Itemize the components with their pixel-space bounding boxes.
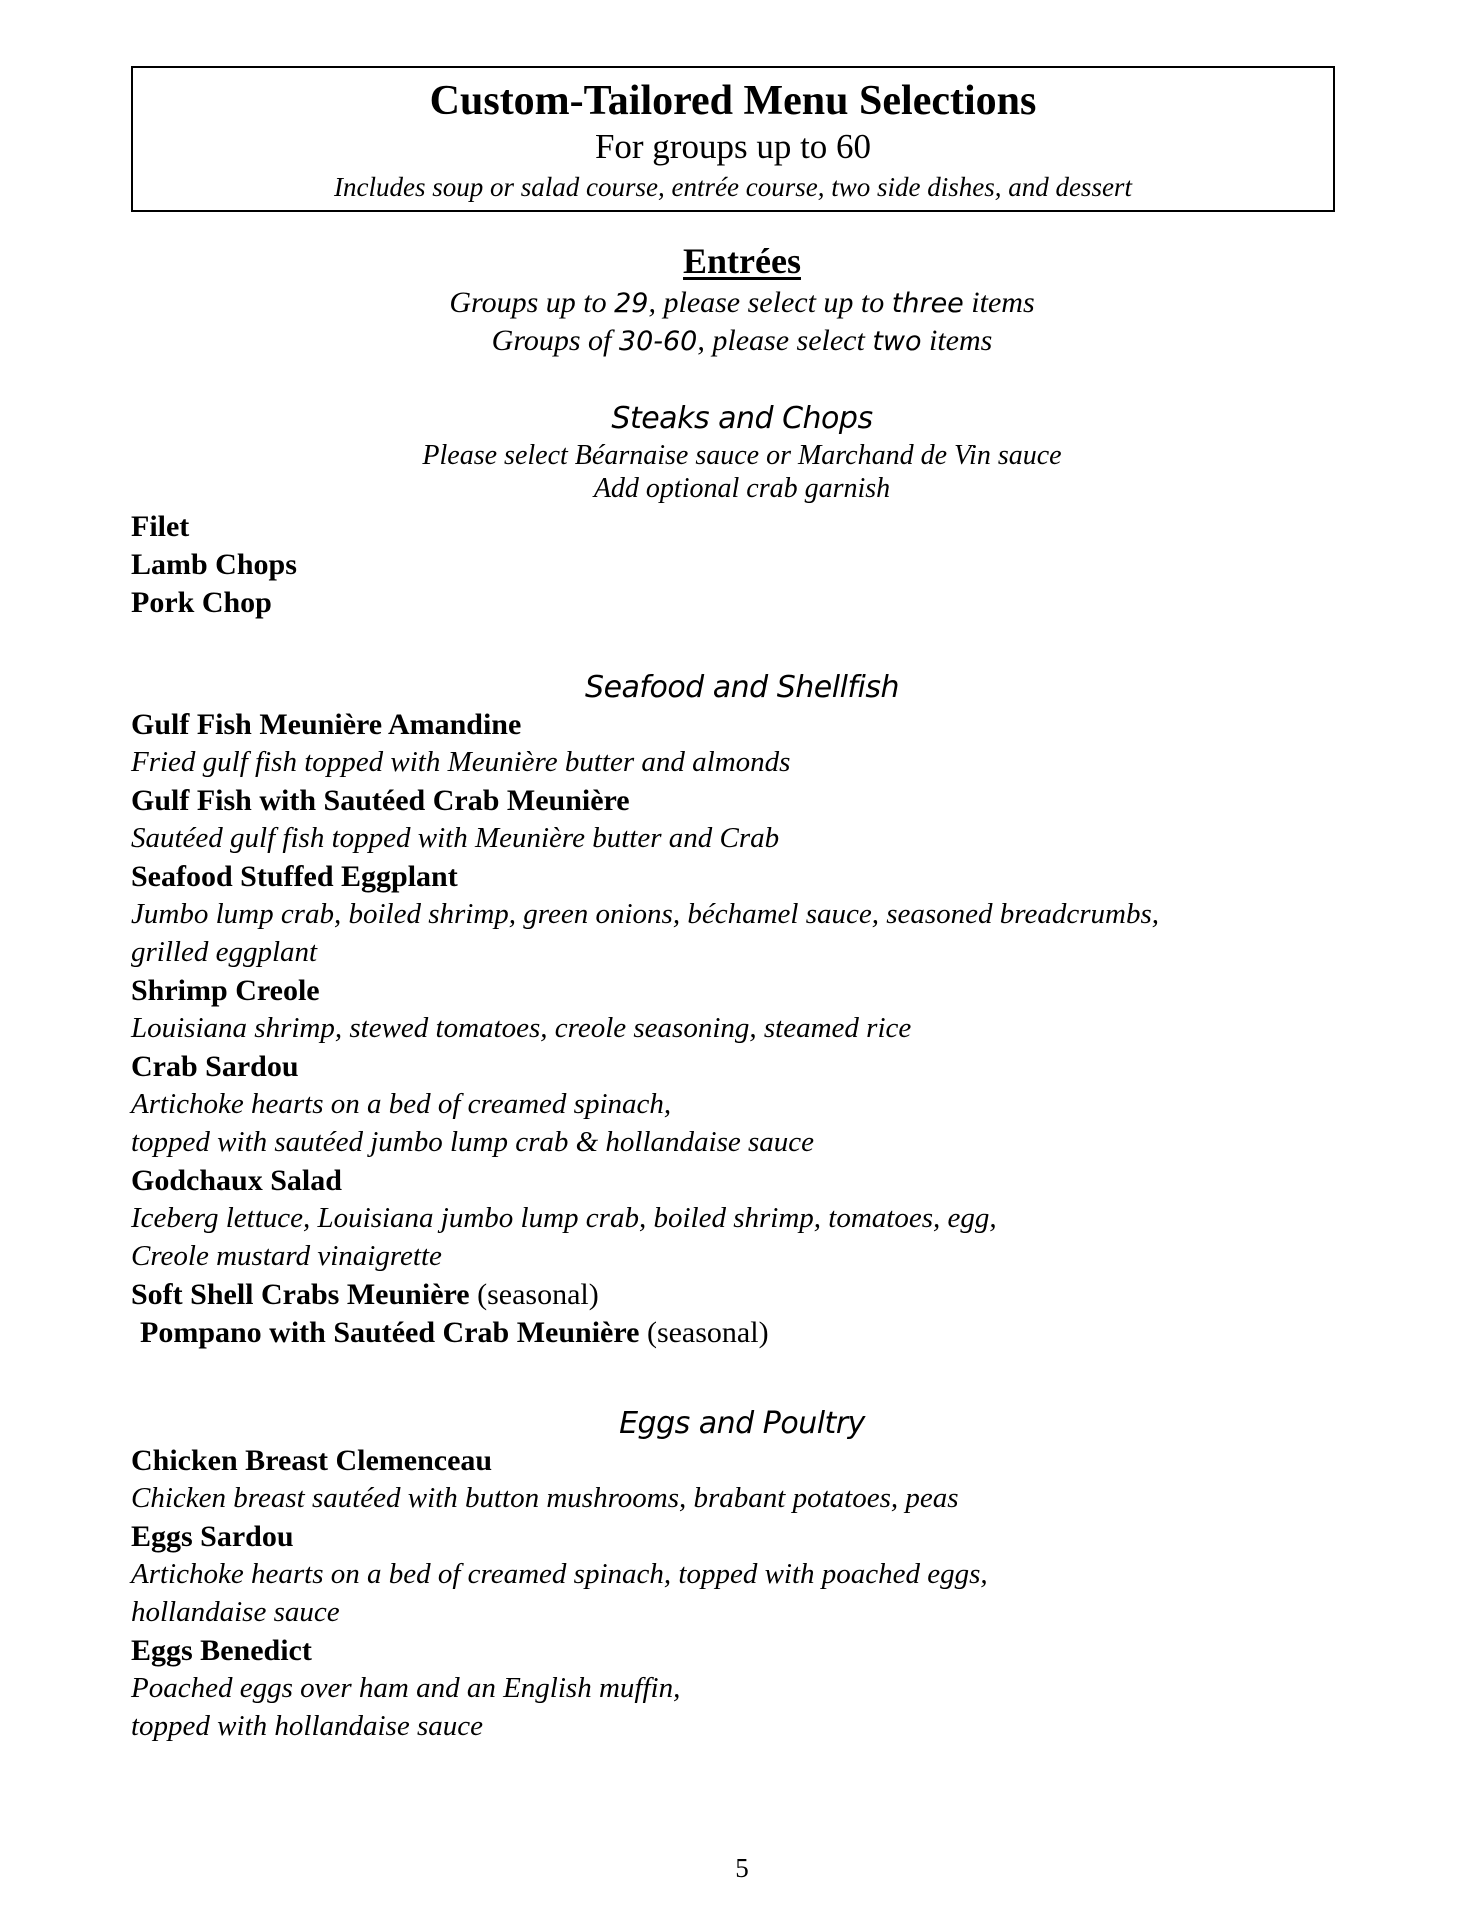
menu-item-pork-chop: Pork Chop <box>131 586 272 619</box>
menu-item-name: Crab Sardou <box>131 1050 299 1083</box>
rule-group-size: 30-60 <box>618 326 698 357</box>
menu-item-description: Louisiana shrimp, stewed tomatoes, creole seasoning, steamed rice <box>131 1012 912 1044</box>
menu-item-name: Eggs Sardou <box>131 1520 294 1553</box>
menu-item-description: Artichoke hearts on a bed of creamed spinach, <box>131 1088 672 1120</box>
page-title: Custom-Tailored Menu Selections <box>429 78 1037 124</box>
menu-item-filet: Filet <box>131 510 190 543</box>
rule-text: items <box>921 324 993 357</box>
menu-item-description: Poached eggs over ham and an English muffin, <box>131 1672 681 1704</box>
menu-item-name: Gulf Fish Meunière Amandine <box>131 708 522 741</box>
menu-item-description: topped with sautéed jumbo lump crab & hollandaise sauce <box>131 1126 815 1158</box>
seasonal-tag: (seasonal) <box>646 1316 769 1349</box>
poultry-section-title: Eggs and Poultry <box>619 1406 865 1441</box>
rule-text: , please select <box>697 324 873 357</box>
entrees-heading: Entrées <box>683 241 801 281</box>
menu-item-name: Soft Shell Crabs Meunière <box>131 1278 470 1311</box>
menu-item-name: Pompano with Sautéed Crab Meunière <box>140 1316 640 1349</box>
menu-item-description: topped with hollandaise sauce <box>131 1710 483 1742</box>
menu-item-name: Gulf Fish with Sautéed Crab Meunière <box>131 784 630 817</box>
menu-item-name: Chicken Breast Clemenceau <box>131 1444 493 1477</box>
menu-item-description: Iceberg lettuce, Louisiana jumbo lump crab, boiled shrimp, tomatoes, egg, <box>131 1202 997 1234</box>
rule-text: Groups up to <box>449 286 615 319</box>
menu-item-description: grilled eggplant <box>131 936 318 968</box>
menu-item-description: Chicken breast sautéed with button mushrooms, brabant potatoes, peas <box>131 1482 959 1514</box>
menu-item-description: Artichoke hearts on a bed of creamed spinach, topped with poached eggs, <box>131 1558 988 1590</box>
menu-item-name: Shrimp Creole <box>131 974 320 1007</box>
menu-item-description: hollandaise sauce <box>131 1596 340 1628</box>
header-box <box>131 66 1335 212</box>
menu-item-description: Sautéed gulf fish topped with Meunière butter and Crab <box>131 822 780 854</box>
seafood-section-title: Seafood and Shellfish <box>585 670 899 705</box>
menu-item-seasonal <box>140 1316 769 1350</box>
page-subtitle: For groups up to 60 <box>594 127 872 166</box>
menu-item-description: Creole mustard vinaigrette <box>131 1240 442 1272</box>
rule-item-count: two <box>872 326 922 357</box>
rule-item-count: three <box>891 288 964 319</box>
entrees-rule-small-groups <box>0 286 1484 320</box>
includes-note: Includes soup or salad course, entrée course, two side dishes, and dessert <box>334 172 1132 202</box>
menu-item-name: Seafood Stuffed Eggplant <box>131 860 458 893</box>
steaks-garnish-note: Add optional crab garnish <box>593 473 891 504</box>
steaks-sauce-note: Please select Béarnaise sauce or Marchand de Vin sauce <box>422 440 1062 471</box>
page-number: 5 <box>735 1853 749 1883</box>
menu-item-description: Jumbo lump crab, boiled shrimp, green onions, béchamel sauce, seasoned breadcrumbs, <box>131 898 1159 930</box>
rule-group-size: 29 <box>614 288 649 319</box>
rule-text: , please select up to <box>648 286 892 319</box>
rule-text: items <box>963 286 1035 319</box>
menu-item-lamb-chops: Lamb Chops <box>131 548 297 581</box>
entrees-rule-large-groups <box>0 324 1484 358</box>
menu-item-seasonal <box>131 1278 599 1312</box>
seasonal-tag: (seasonal) <box>477 1278 599 1311</box>
menu-item-name: Eggs Benedict <box>131 1634 312 1667</box>
rule-text: Groups of <box>491 324 619 357</box>
menu-item-name: Godchaux Salad <box>131 1164 342 1197</box>
menu-item-description: Fried gulf fish topped with Meunière butter and almonds <box>131 746 791 778</box>
steaks-section-title: Steaks and Chops <box>611 401 873 436</box>
